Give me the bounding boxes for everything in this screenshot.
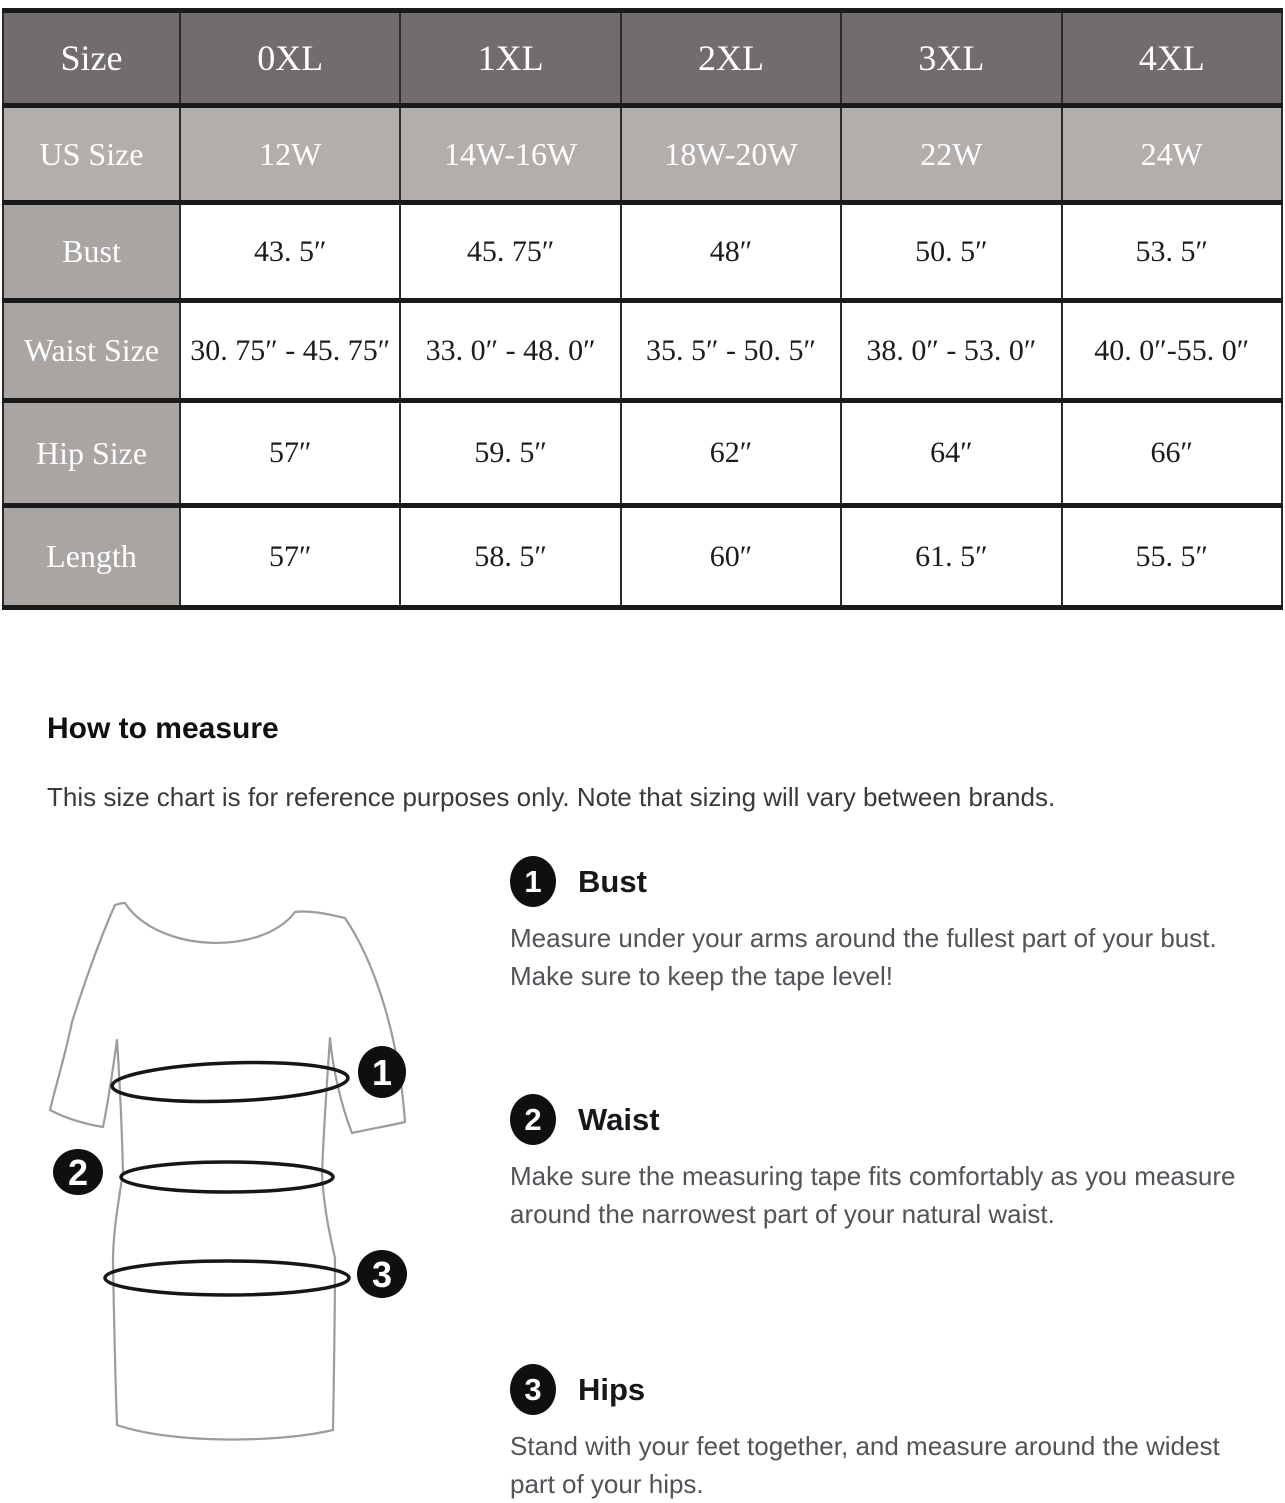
step-title: Hips xyxy=(578,1371,646,1407)
waist-point-number: 2 xyxy=(67,1152,89,1193)
table-cell: 60″ xyxy=(621,506,841,608)
table-row-length xyxy=(3,506,1282,608)
table-cell: 18W-20W xyxy=(621,106,841,203)
table-row-waist-size xyxy=(3,301,1282,401)
table-row-hip-size xyxy=(3,401,1282,506)
row-label: Length xyxy=(3,506,180,608)
row-label: Hip Size xyxy=(3,401,180,506)
table-cell: 64″ xyxy=(841,401,1061,506)
bust-measure-line xyxy=(111,1059,348,1105)
table-cell: 59. 5″ xyxy=(400,401,620,506)
table-cell: 43. 5″ xyxy=(180,203,400,301)
table-cell: 24W xyxy=(1062,106,1282,203)
table-row-header xyxy=(3,11,1282,106)
table-cell: 33. 0″ - 48. 0″ xyxy=(400,301,620,401)
step-title: Bust xyxy=(578,863,647,899)
table-row-bust xyxy=(3,203,1282,301)
step-description: Make sure the measuring tape fits comfortably as you measure around the narrowest part of your natural waist. xyxy=(510,1161,1236,1229)
section-title: How to measure xyxy=(47,712,279,745)
size-chart-table xyxy=(2,8,1283,610)
dress-outline-icon xyxy=(50,903,405,1440)
table-cell: 57″ xyxy=(180,401,400,506)
table-cell: 35. 5″ - 50. 5″ xyxy=(621,301,841,401)
table-cell: 57″ xyxy=(180,506,400,608)
step-number-badge: 3 xyxy=(510,1364,556,1415)
table-cell: 53. 5″ xyxy=(1062,203,1282,301)
reference-note: This size chart is for reference purposes only. Note that sizing will vary between brands. xyxy=(47,782,1056,812)
table-row-us-size xyxy=(3,106,1282,203)
hip-measure-line xyxy=(105,1261,349,1295)
row-label: Waist Size xyxy=(3,301,180,401)
column-header: Size xyxy=(3,11,180,106)
bust-point-number: 1 xyxy=(371,1052,393,1093)
table-cell: 30. 75″ - 45. 75″ xyxy=(180,301,400,401)
garment-measure-diagram xyxy=(0,860,500,1500)
step-number-badge: 1 xyxy=(510,856,556,907)
table-cell: 14W-16W xyxy=(400,106,620,203)
table-cell: 66″ xyxy=(1062,401,1282,506)
column-header: 4XL xyxy=(1062,11,1282,106)
waist-measure-line xyxy=(121,1162,333,1192)
step-description: Measure under your arms around the fullest part of your bust. Make sure to keep the tape level! xyxy=(510,923,1217,991)
table-cell: 61. 5″ xyxy=(841,506,1061,608)
table-cell: 48″ xyxy=(621,203,841,301)
column-header: 0XL xyxy=(180,11,400,106)
table-cell: 55. 5″ xyxy=(1062,506,1282,608)
table-cell: 12W xyxy=(180,106,400,203)
step-description: Stand with your feet together, and measure around the widest part of your hips. xyxy=(510,1431,1220,1499)
measure-step-waist xyxy=(510,1094,1240,1233)
column-header: 3XL xyxy=(841,11,1061,106)
measure-step-hips xyxy=(510,1364,1240,1503)
column-header: 1XL xyxy=(400,11,620,106)
column-header: 2XL xyxy=(621,11,841,106)
measure-step-bust xyxy=(510,856,1240,995)
row-label: US Size xyxy=(3,106,180,203)
table-cell: 45. 75″ xyxy=(400,203,620,301)
row-label: Bust xyxy=(3,203,180,301)
table-cell: 40. 0″-55. 0″ xyxy=(1062,301,1282,401)
hip-point-number: 3 xyxy=(371,1254,393,1295)
table-cell: 22W xyxy=(841,106,1061,203)
step-number-badge: 2 xyxy=(510,1094,556,1145)
table-cell: 50. 5″ xyxy=(841,203,1061,301)
table-cell: 62″ xyxy=(621,401,841,506)
table-cell: 58. 5″ xyxy=(400,506,620,608)
table-cell: 38. 0″ - 53. 0″ xyxy=(841,301,1061,401)
step-title: Waist xyxy=(578,1101,660,1137)
